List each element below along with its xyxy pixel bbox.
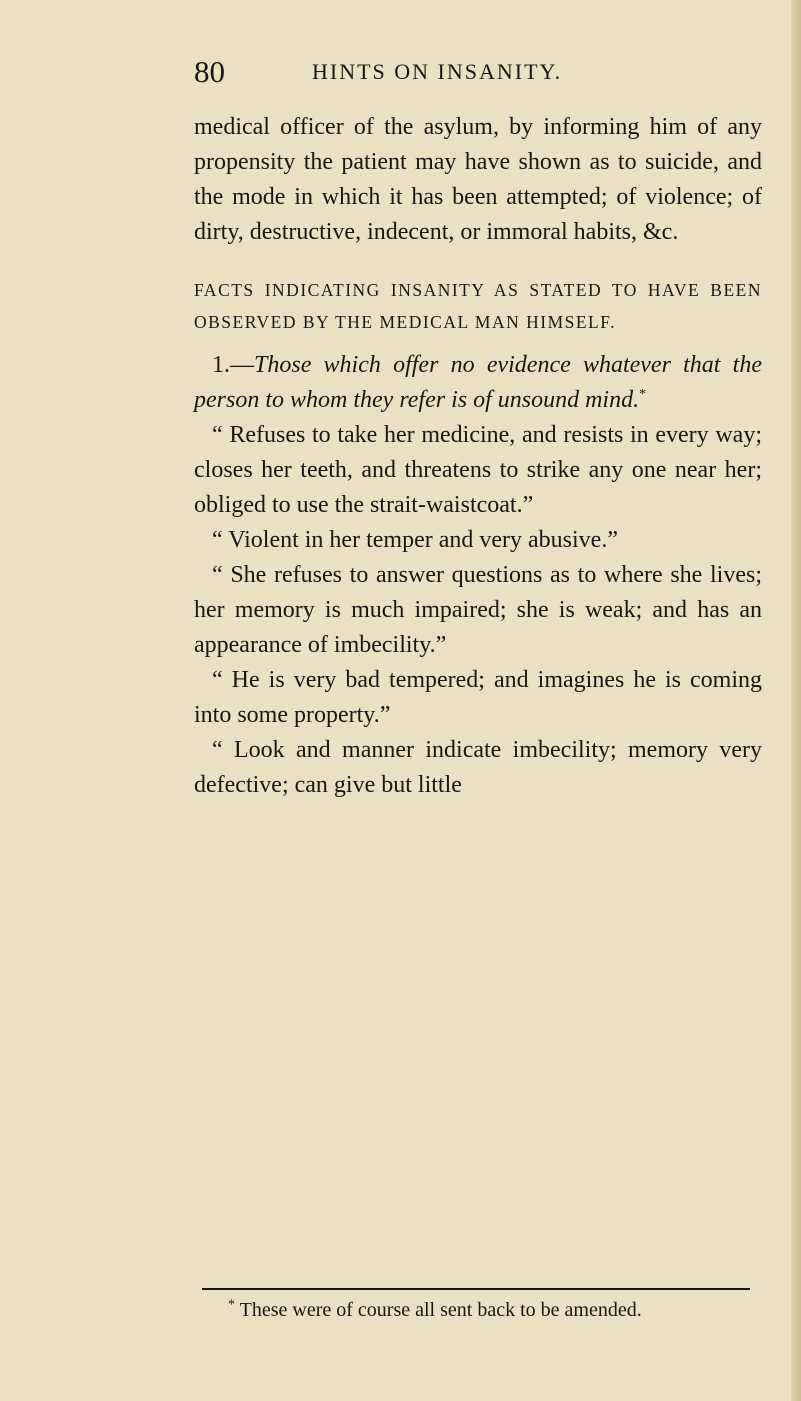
section-heading	[174, 274, 762, 338]
footnote-reference: *	[639, 387, 647, 402]
running-title: HINTS ON INSANITY.	[312, 59, 563, 84]
section-heading-text: FACTS INDICATING INSANITY AS STATED TO HAVE BEEN OBSERVED BY THE MEDICAL MAN HIMSELF.	[194, 280, 762, 332]
page-edge	[791, 0, 801, 1401]
paragraph-continuation: medical officer of the asylum, by informing him of any propensity the patient may have shown as to suicide, and the mode in which it has been attempted; of violence; of dirty, destructive, indecent, or immoral habits, &c.	[194, 114, 762, 245]
footnote-marker: *	[228, 1297, 235, 1313]
footnote-divider	[202, 1288, 750, 1290]
rule-number: 1.—	[212, 352, 254, 378]
page-number: 80	[194, 54, 225, 89]
quote-1: “ Refuses to take her medicine, and resists in every way; closes her teeth, and threatens to strike any one near her; obliged to use the strait-waistcoat.”	[194, 422, 762, 518]
footnote	[228, 1296, 768, 1324]
rule-intro	[194, 348, 762, 418]
quote-3: “ She refuses to answer questions as to where she lives; her memory is much impaired; she is weak; and has an appearance of imbecility.”	[194, 562, 762, 658]
quote-2: “ Violent in her temper and very abusive.”	[212, 527, 618, 553]
body-text	[194, 110, 762, 803]
quote-4: “ He is very bad tempered; and imagines he is coming into some property.”	[194, 667, 762, 728]
page-header	[194, 52, 654, 92]
footnote-text: These were of course all sent back to be amended.	[239, 1299, 642, 1321]
quote-5: “ Look and manner indicate imbecility; memory very defective; can give but little	[194, 737, 762, 798]
rule-text: Those which offer no evidence whatever that the person to whom they refer is of unsound mind.	[194, 352, 762, 413]
